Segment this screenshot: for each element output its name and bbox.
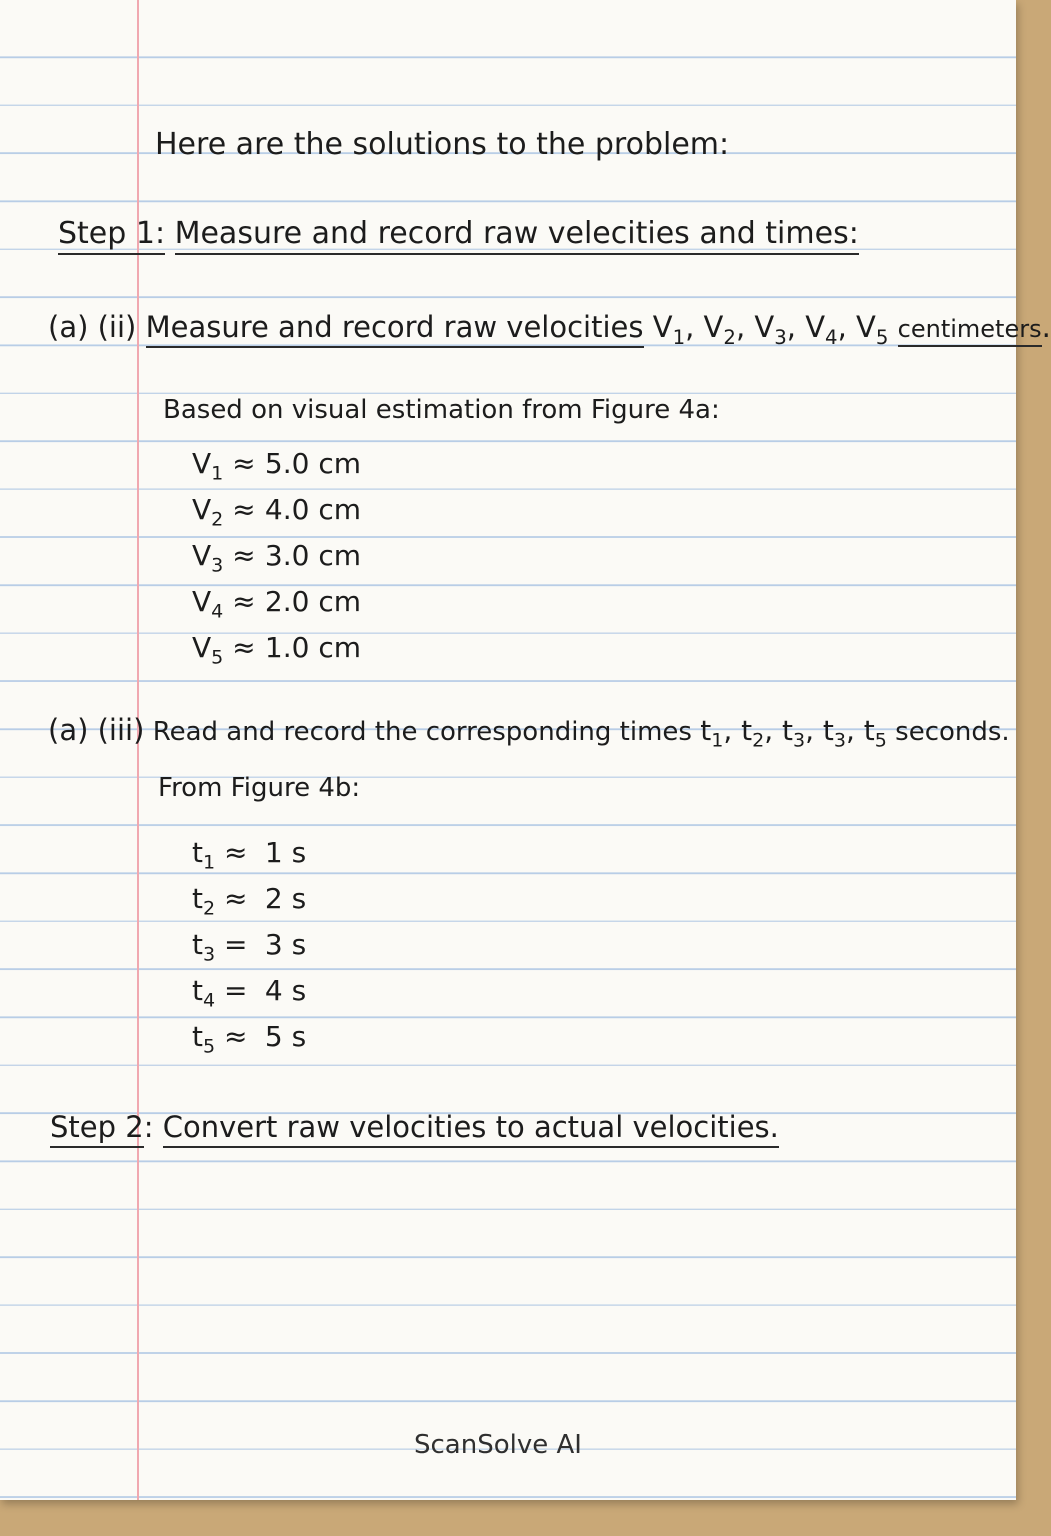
part-a-iii-text: Read and record the corresponding times (152, 717, 692, 747)
velocity-symbol: $V_2$ ≈ (192, 493, 256, 531)
part-a-iii-heading (48, 713, 1010, 752)
step-2-title: Convert raw velocities to actual velocities. (163, 1110, 779, 1148)
page-header: Here are the solutions to the problem: (155, 127, 730, 162)
part-a-ii-label: (a) (ii) (48, 310, 137, 344)
part-a-ii-basis: Based on visual estimation from Figure 4a: (163, 395, 720, 425)
velocity-value: 3.0 cm (256, 539, 361, 572)
time-value: 5 s (256, 1020, 307, 1053)
time-row-1 (192, 836, 307, 874)
part-a-ii-underlined: Measure and record raw velocities (146, 310, 644, 348)
velocity-row-5 (192, 631, 361, 669)
velocity-row-2 (192, 493, 361, 531)
time-symbol: $t_1$ ≈ (192, 836, 248, 874)
time-symbol: $t_4$ = (192, 974, 248, 1012)
step-2-heading (50, 1110, 779, 1144)
step-2-label: Step 2 (50, 1110, 144, 1148)
time-value: 3 s (256, 928, 307, 961)
velocity-symbol: $V_3$ ≈ (192, 539, 256, 577)
step-2-separator: : (143, 1110, 154, 1144)
velocity-row-3 (192, 539, 361, 577)
part-a-ii-heading (48, 310, 1051, 349)
part-a-ii-period: . (1041, 310, 1051, 344)
time-value: 2 s (256, 882, 307, 915)
time-row-3 (192, 928, 307, 966)
time-row-4 (192, 974, 307, 1012)
time-row-2 (192, 882, 307, 920)
time-symbol: $t_2$ ≈ (192, 882, 248, 920)
part-a-iii-label: (a) (iii) (48, 713, 145, 747)
velocity-row-1 (192, 447, 361, 485)
velocity-row-4 (192, 585, 361, 623)
velocity-symbol: $V_1$ ≈ (192, 447, 256, 485)
step-1-title: Measure and record raw velecities and times: (175, 216, 859, 255)
velocity-value: 5.0 cm (256, 447, 361, 480)
time-row-5 (192, 1020, 307, 1058)
time-symbol: $t_3$ = (192, 928, 248, 966)
velocity-value: 1.0 cm (256, 631, 361, 664)
time-value: 4 s (256, 974, 307, 1007)
part-a-iii-variables: $t_1$, $t_2$, $t_3$, $t_3$, $t_5$ (700, 714, 887, 752)
step-1-label: Step 1 (58, 216, 155, 255)
part-a-ii-unit: centimeters (898, 315, 1042, 347)
time-value: 1 s (256, 836, 307, 869)
velocity-symbol: $V_5$ ≈ (192, 631, 256, 669)
time-symbol: $t_5$ ≈ (192, 1020, 248, 1058)
velocity-value: 2.0 cm (256, 585, 361, 618)
velocity-value: 4.0 cm (256, 493, 361, 526)
part-a-ii-variables: $V_1$, $V_2$, $V_3$, $V_4$, $V_5$ (652, 310, 889, 349)
velocity-symbol: $V_4$ ≈ (192, 585, 256, 623)
footer-brand: ScanSolve AI (414, 1430, 582, 1460)
step-1-heading (58, 216, 859, 251)
part-a-iii-basis: From Figure 4b: (158, 773, 361, 803)
step-1-separator: : (155, 216, 165, 255)
part-a-iii-unit: seconds. (895, 717, 1010, 747)
